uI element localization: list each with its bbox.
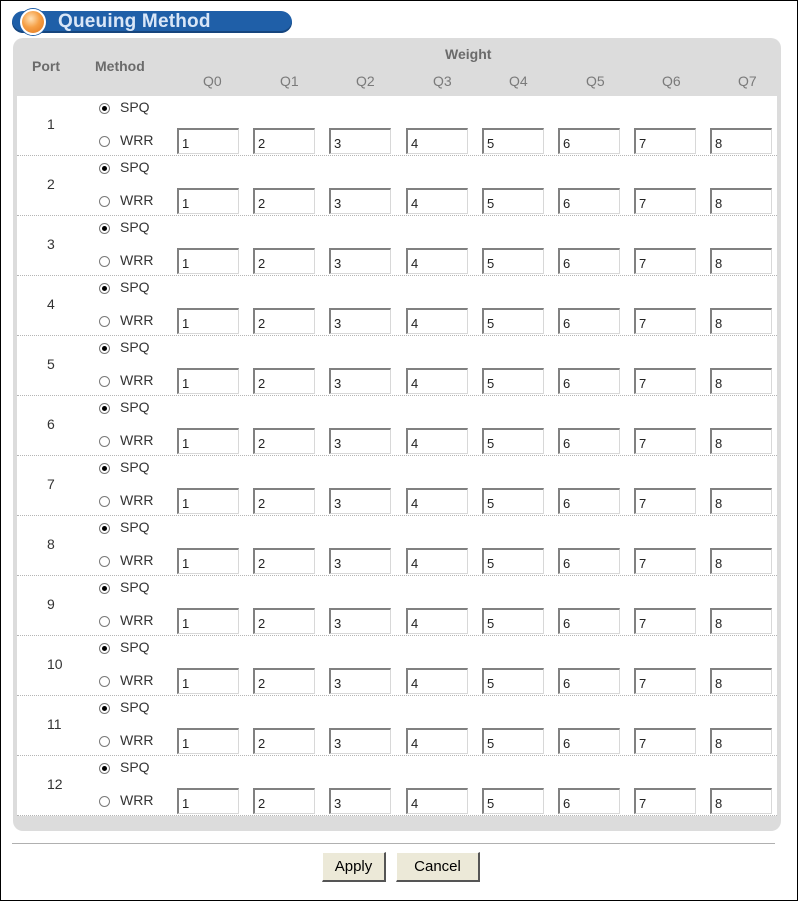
weight-input-q7[interactable]	[710, 788, 772, 814]
weight-input-q4[interactable]	[482, 188, 544, 214]
weight-input-q5[interactable]	[558, 728, 620, 754]
weight-input-q6[interactable]	[634, 788, 696, 814]
wrr-radio[interactable]	[99, 496, 110, 507]
weight-input-q1[interactable]	[253, 368, 315, 394]
spq-label: SPQ	[120, 579, 150, 595]
spq-radio[interactable]	[99, 463, 110, 474]
weight-input-q2[interactable]	[329, 548, 391, 574]
port-number: 8	[47, 536, 55, 552]
wrr-radio[interactable]	[99, 436, 110, 447]
queue-header-q7: Q7	[738, 73, 757, 89]
wrr-label: WRR	[120, 792, 154, 808]
port-row	[17, 276, 777, 336]
weight-input-q0[interactable]	[177, 188, 239, 214]
spq-radio[interactable]	[99, 163, 110, 174]
weight-input-q5[interactable]	[558, 128, 620, 154]
weight-input-q0[interactable]	[177, 128, 239, 154]
weight-input-q4[interactable]	[482, 548, 544, 574]
weight-input-q2[interactable]	[329, 308, 391, 334]
weight-input-q2[interactable]	[329, 248, 391, 274]
weight-input-q7[interactable]	[710, 668, 772, 694]
weight-input-q1[interactable]	[253, 488, 315, 514]
queue-header-q3: Q3	[433, 73, 452, 89]
weight-input-q3[interactable]	[406, 428, 468, 454]
weight-input-q6[interactable]	[634, 728, 696, 754]
section-title: Queuing Method	[58, 11, 211, 32]
port-row	[17, 396, 777, 456]
weight-input-q0[interactable]	[177, 788, 239, 814]
spq-radio[interactable]	[99, 523, 110, 534]
wrr-label: WRR	[120, 732, 154, 748]
wrr-radio[interactable]	[99, 136, 110, 147]
queue-header-q2: Q2	[356, 73, 375, 89]
spq-label: SPQ	[120, 99, 150, 115]
port-number: 7	[47, 476, 55, 492]
weight-input-q0[interactable]	[177, 248, 239, 274]
weight-input-q3[interactable]	[406, 308, 468, 334]
port-row	[17, 156, 777, 216]
weight-input-q2[interactable]	[329, 368, 391, 394]
port-row	[17, 456, 777, 516]
spq-radio[interactable]	[99, 103, 110, 114]
weight-input-q6[interactable]	[634, 248, 696, 274]
weight-input-q2[interactable]	[329, 608, 391, 634]
weight-input-q4[interactable]	[482, 428, 544, 454]
weight-input-q7[interactable]	[710, 248, 772, 274]
weight-input-q1[interactable]	[253, 668, 315, 694]
weight-input-q6[interactable]	[634, 188, 696, 214]
port-row	[17, 756, 777, 816]
weight-input-q0[interactable]	[177, 368, 239, 394]
wrr-label: WRR	[120, 252, 154, 268]
spq-radio[interactable]	[99, 343, 110, 354]
weight-input-q5[interactable]	[558, 188, 620, 214]
weight-column-header: Weight	[445, 46, 492, 62]
weight-input-q3[interactable]	[406, 488, 468, 514]
wrr-radio[interactable]	[99, 616, 110, 627]
weight-input-q1[interactable]	[253, 548, 315, 574]
weight-input-q6[interactable]	[634, 128, 696, 154]
wrr-label: WRR	[120, 552, 154, 568]
divider	[12, 843, 775, 844]
wrr-label: WRR	[120, 192, 154, 208]
weight-input-q5[interactable]	[558, 548, 620, 574]
weight-input-q7[interactable]	[710, 548, 772, 574]
spq-label: SPQ	[120, 399, 150, 415]
spq-label: SPQ	[120, 279, 150, 295]
spq-radio[interactable]	[99, 763, 110, 774]
weight-input-q1[interactable]	[253, 728, 315, 754]
weight-input-q5[interactable]	[558, 788, 620, 814]
weight-input-q7[interactable]	[710, 188, 772, 214]
weight-input-q3[interactable]	[406, 668, 468, 694]
weight-input-q5[interactable]	[558, 308, 620, 334]
weight-input-q5[interactable]	[558, 488, 620, 514]
spq-label: SPQ	[120, 159, 150, 175]
wrr-radio[interactable]	[99, 676, 110, 687]
weight-input-q1[interactable]	[253, 308, 315, 334]
queue-header-q6: Q6	[662, 73, 681, 89]
weight-input-q1[interactable]	[253, 248, 315, 274]
spq-radio[interactable]	[99, 403, 110, 414]
port-number: 10	[47, 656, 63, 672]
table-header	[13, 38, 781, 96]
port-number: 6	[47, 416, 55, 432]
queue-header-q5: Q5	[586, 73, 605, 89]
wrr-label: WRR	[120, 672, 154, 688]
port-row	[17, 216, 777, 276]
spq-radio[interactable]	[99, 223, 110, 234]
spq-label: SPQ	[120, 639, 150, 655]
port-number: 9	[47, 596, 55, 612]
port-number: 1	[47, 116, 55, 132]
port-number: 11	[47, 716, 62, 732]
weight-input-q0[interactable]	[177, 668, 239, 694]
wrr-label: WRR	[120, 312, 154, 328]
weight-input-q7[interactable]	[710, 728, 772, 754]
port-number: 3	[47, 236, 55, 252]
spq-label: SPQ	[120, 339, 150, 355]
wrr-radio[interactable]	[99, 256, 110, 267]
wrr-label: WRR	[120, 132, 154, 148]
weight-input-q2[interactable]	[329, 668, 391, 694]
port-column-header: Port	[32, 58, 60, 74]
wrr-radio[interactable]	[99, 796, 110, 807]
spq-label: SPQ	[120, 459, 150, 475]
weight-input-q6[interactable]	[634, 548, 696, 574]
weight-input-q6[interactable]	[634, 368, 696, 394]
weight-input-q6[interactable]	[634, 488, 696, 514]
weight-input-q3[interactable]	[406, 188, 468, 214]
weight-input-q1[interactable]	[253, 788, 315, 814]
weight-input-q4[interactable]	[482, 728, 544, 754]
spq-label: SPQ	[120, 519, 150, 535]
weight-input-q7[interactable]	[710, 368, 772, 394]
weight-input-q4[interactable]	[482, 488, 544, 514]
weight-input-q3[interactable]	[406, 248, 468, 274]
weight-input-q2[interactable]	[329, 188, 391, 214]
spq-label: SPQ	[120, 219, 150, 235]
weight-input-q5[interactable]	[558, 248, 620, 274]
wrr-radio[interactable]	[99, 556, 110, 567]
weight-input-q3[interactable]	[406, 608, 468, 634]
port-number: 5	[47, 356, 55, 372]
wrr-radio[interactable]	[99, 196, 110, 207]
port-row	[17, 516, 777, 576]
weight-input-q4[interactable]	[482, 668, 544, 694]
weight-input-q3[interactable]	[406, 128, 468, 154]
port-row	[17, 96, 777, 156]
wrr-radio[interactable]	[99, 376, 110, 387]
weight-input-q5[interactable]	[558, 368, 620, 394]
spq-radio[interactable]	[99, 703, 110, 714]
spq-radio[interactable]	[99, 643, 110, 654]
weight-input-q5[interactable]	[558, 668, 620, 694]
weight-input-q2[interactable]	[329, 728, 391, 754]
weight-input-q7[interactable]	[710, 128, 772, 154]
wrr-radio[interactable]	[99, 736, 110, 747]
port-row	[17, 576, 777, 636]
weight-input-q0[interactable]	[177, 548, 239, 574]
weight-input-q0[interactable]	[177, 728, 239, 754]
weight-input-q7[interactable]	[710, 308, 772, 334]
weight-input-q3[interactable]	[406, 368, 468, 394]
weight-input-q6[interactable]	[634, 608, 696, 634]
cancel-button[interactable]: Cancel	[396, 852, 480, 882]
weight-input-q1[interactable]	[253, 608, 315, 634]
queue-header-q1: Q1	[280, 73, 299, 89]
weight-input-q2[interactable]	[329, 788, 391, 814]
weight-input-q4[interactable]	[482, 128, 544, 154]
port-row	[17, 636, 777, 696]
port-row	[17, 696, 777, 756]
spq-label: SPQ	[120, 699, 150, 715]
method-column-header: Method	[95, 58, 145, 74]
weight-input-q2[interactable]	[329, 128, 391, 154]
spq-radio[interactable]	[99, 583, 110, 594]
spq-radio[interactable]	[99, 283, 110, 294]
weight-input-q1[interactable]	[253, 428, 315, 454]
port-number: 12	[47, 776, 63, 792]
weight-input-q2[interactable]	[329, 488, 391, 514]
weight-input-q6[interactable]	[634, 668, 696, 694]
weight-input-q6[interactable]	[634, 308, 696, 334]
weight-input-q7[interactable]	[710, 608, 772, 634]
wrr-label: WRR	[120, 432, 154, 448]
weight-input-q5[interactable]	[558, 428, 620, 454]
weight-input-q2[interactable]	[329, 428, 391, 454]
weight-input-q6[interactable]	[634, 428, 696, 454]
port-rows	[17, 96, 777, 816]
weight-input-q4[interactable]	[482, 308, 544, 334]
weight-input-q4[interactable]	[482, 368, 544, 394]
weight-input-q1[interactable]	[253, 188, 315, 214]
weight-input-q4[interactable]	[482, 608, 544, 634]
wrr-radio[interactable]	[99, 316, 110, 327]
weight-input-q0[interactable]	[177, 308, 239, 334]
weight-input-q7[interactable]	[710, 488, 772, 514]
weight-input-q4[interactable]	[482, 788, 544, 814]
wrr-label: WRR	[120, 372, 154, 388]
weight-input-q1[interactable]	[253, 128, 315, 154]
port-row	[17, 336, 777, 396]
port-number: 4	[47, 296, 55, 312]
queue-header-q0: Q0	[203, 73, 222, 89]
weight-input-q0[interactable]	[177, 488, 239, 514]
weight-input-q3[interactable]	[406, 548, 468, 574]
orb-icon	[20, 9, 46, 35]
wrr-label: WRR	[120, 612, 154, 628]
weight-input-q7[interactable]	[710, 428, 772, 454]
weight-input-q5[interactable]	[558, 608, 620, 634]
port-number: 2	[47, 176, 55, 192]
spq-label: SPQ	[120, 759, 150, 775]
wrr-label: WRR	[120, 492, 154, 508]
weight-input-q0[interactable]	[177, 428, 239, 454]
apply-button[interactable]: Apply	[322, 852, 386, 882]
weight-input-q3[interactable]	[406, 728, 468, 754]
queue-header-q4: Q4	[509, 73, 528, 89]
weight-input-q0[interactable]	[177, 608, 239, 634]
weight-input-q3[interactable]	[406, 788, 468, 814]
weight-input-q4[interactable]	[482, 248, 544, 274]
